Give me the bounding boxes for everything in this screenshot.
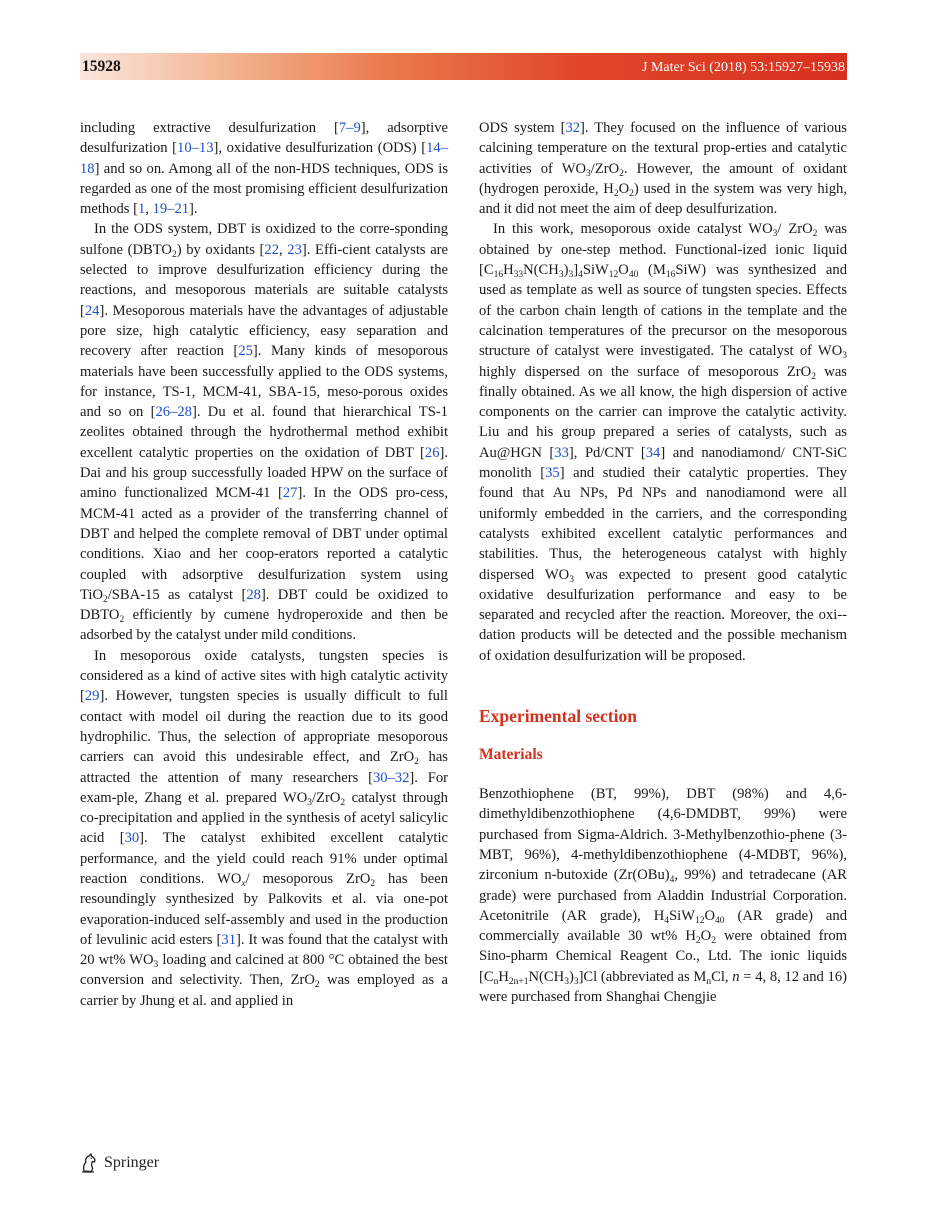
citation-link[interactable]: 22: [264, 241, 279, 258]
journal-reference: J Mater Sci (2018) 53:15927–15938: [642, 60, 845, 75]
publisher-footer: [80, 1153, 159, 1173]
citation-link[interactable]: 24: [84, 302, 100, 319]
springer-horse-icon: [80, 1153, 98, 1173]
citation-link[interactable]: 30–32: [372, 769, 410, 786]
section-title: Experimental section: [479, 706, 637, 727]
paragraph: ODS system [32]. They focused on the influence of various calcining temperature on the textural prop-erties and catalytic activities of $WO_3/ZrO_2$. However, the amount of oxidant (hydrogen peroxide, $H_2O_2$) used in the system was very high, and it did not meet the aim of deep desulfurization.: [479, 120, 847, 218]
citation-link[interactable]: 31: [221, 931, 236, 948]
citation-link[interactable]: 26–28: [155, 404, 192, 421]
paragraph: In mesoporous oxide catalysts, tungsten species is considered as a kind of active sites with high catalytic activity [29]. However, tungsten species is usually difficult to full contact with model oil during the reaction due to its good hydrophilic. Thus, the selection of appropriate mesoporous carriers can avoid this undesirable effect, and ZrO$_2$ has attracted the attention of many researchers [30–32]. For exam-ple, Zhang et al. prepared $WO_3/ZrO_2$ catalyst through co-precipitation and applied in the synthesis of acetyl salicylic acid [30]. The catalyst exhibited excellent catalytic performance, and the yield could reach 91% under optimal reaction conditions. $WO_x/$ mesoporous ZrO$_2$ has been resoundingly synthesized by Palkovits et al. via one-pot evaporation-induced self-assembly and used in the production of levulinic acid esters [31]. It was found that the catalyst with 20 wt% $WO_3$ loading and calcined at 800 °C obtained the best conversion and selectivity. Then, ZrO$_2$ was employed as a carrier by Jhung et al. and applied in: [80, 647, 448, 1009]
publisher-name: Springer: [104, 1154, 160, 1171]
citation-link[interactable]: 29: [84, 688, 100, 705]
citation-link[interactable]: 30: [124, 830, 140, 847]
citation-link[interactable]: 27: [282, 485, 298, 502]
citation-link[interactable]: 14–18: [80, 140, 448, 177]
citation-link[interactable]: 34: [645, 444, 661, 461]
citation-link[interactable]: 19–21: [152, 201, 190, 218]
citation-link[interactable]: 32: [565, 120, 581, 136]
citation-link[interactable]: 28: [246, 586, 261, 603]
paragraph: including extractive desulfurization [7–9], adsorptive desulfurization [10–13], oxidative desulfurization (ODS) [14–18] and so on. Among all of the non-HDS techniques, ODS is regarded as one of the most promising efficient desulfurization methods [1, 19–21].: [80, 120, 448, 218]
left-column: [80, 118, 448, 1011]
page-number: 15928: [82, 58, 121, 75]
citation-link[interactable]: 23: [287, 241, 302, 258]
citation-link[interactable]: 26: [424, 444, 440, 461]
citation-link[interactable]: 7–9: [338, 120, 361, 136]
subsection-title: Materials: [479, 746, 543, 764]
paragraph: In this work, mesoporous oxide catalyst $WO_3/$ ZrO$_2$ was obtained by one-step method. Functional-ized ionic liquid $[C_{16}H_{33}N(CH_3)_3]_4SiW_{12}O_{40}$ $(M_{16}SiW)$ was synthesized and used as template as well as source of tungsten species. Effects of the carbon chain length of cations in the template and the calcination temperatures of the precursor on the mesoporous structure of catalyst were investigated. The catalyst of $WO_3$ highly dispersed on the surface of mesoporous ZrO$_2$ was finally obtained. As we all know, the high dispersion of active components on the carrier can improve the catalytic activity. Liu and his group prepared a series of catalysts, such as Au@HGN [33], Pd/CNT [34] and nanodiamond/ CNT-SiC monolith [35] and studied their catalytic properties. They found that Au NPs, Pd NPs and nanodiamond were all uniformly embedded in the carriers, and the corresponding catalysts exhibited excellent catalytic performances and stabilities. Thus, the heterogeneous catalyst with highly dispersed $WO_3$ was expected to present good catalytic oxidative desulfurization performance and easy to be separated and recycled after the reaction. Moreover, the oxi-dation products will be detected and the possible mechanism of oxidation desulfurization will be proposed.: [479, 221, 847, 664]
citation-link[interactable]: 33: [554, 444, 569, 461]
citation-link[interactable]: 25: [238, 343, 253, 360]
right-column: [479, 118, 847, 1007]
citation-link[interactable]: 10–13: [177, 140, 214, 157]
citation-link[interactable]: 1: [137, 201, 146, 218]
citation-link[interactable]: 35: [545, 465, 560, 482]
paragraph: Benzothiophene (BT, 99%), DBT (98%) and 4,6-dimethyldibenzothiophene (4,6-DMDBT, 99%) were purchased from Sigma-Aldrich. 3-Methylbenzothio-phene (3-MBT, 96%), 4-methyldibenzothiophene (4-MDBT, 96%), zirconium n-butoxide ($Zr(OBu)_4$, 99%) and tetradecane (AR grade) were purchased from Aladdin Industrial Corporation. Acetonitrile (AR grade), $H_4SiW_{12}O_{40}$ (AR grade) and commercially available 30 wt% $H_2O_2$ were obtained from Sino-pharm Chemical Reagent Co., Ltd. The ionic liquids $[C_nH_{2n+1}N(CH_3)_3]Cl$ (abbreviated as $M_nCl$, n = 4, 8, 12 and 16) were purchased from Shanghai Chengjie: [479, 786, 848, 1005]
paragraph: In the ODS system, DBT is oxidized to the corre-sponding sulfone $(DBTO_2)$ by oxidants [22, 23]. Effi-cient catalysts are selected to improve desulfurization efficiency during the reactions, and mesoporous materials are suitable catalysts [24]. Mesoporous materials have the advantages of adjustable pore size, high catalytic efficiency, easy separation and recovery after reaction [25]. Many kinds of mesoporous materials have been successfully applied to the ODS systems, for instance, TS-1, MCM-41, SBA-15, meso-porous oxides and so on [26–28]. Du et al. found that hierarchical TS-1 zeolites obtained through the hydrothermal method exhibit excellent catalytic properties on the oxidation of DBT [26]. Dai and his group successfully loaded HPW on the surface of amino functionalized MCM-41 [27]. In the ODS pro-cess, MCM-41 acted as a provider of the transferring channel of DBT and helped the complete removal of DBT under optimal conditions. Xiao and her coop-erators reported a catalytic coupled with adsorptive desulfurization system using TiO$_2$/SBA-15 as catalyst [28]. DBT could be oxidized to $DBTO_2$ efficiently by cumene hydroperoxide and then be adsorbed by the catalyst under mild conditions.: [80, 221, 449, 644]
